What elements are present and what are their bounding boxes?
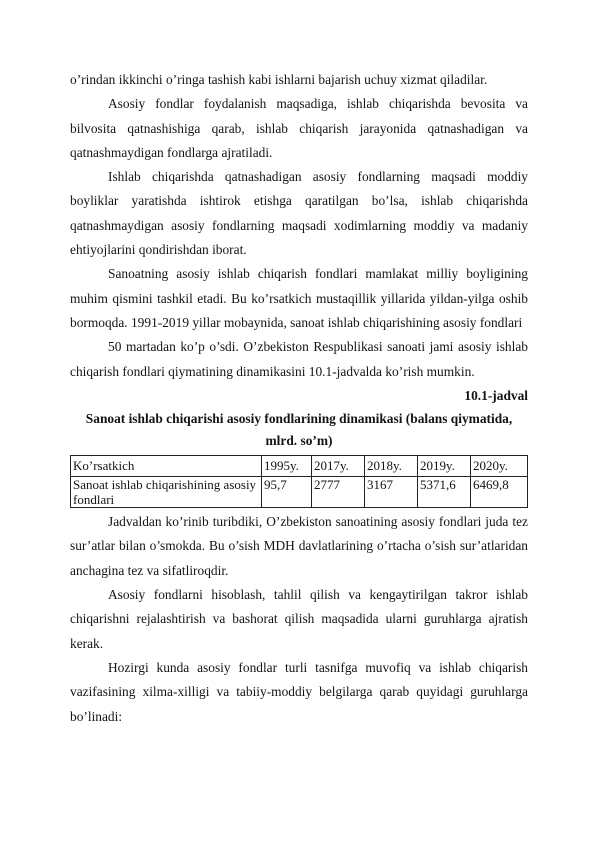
paragraph: o’rindan ikkinchi o’ringa tashish kabi ishlarni bajarish uchuy xizmat qiladilar. [70, 72, 488, 87]
table-header-cell: 1995y. [262, 456, 312, 477]
table-title: Sanoat ishlab chiqarishi asosiy fondlarining dinamikasi (balans qiymatida, mlrd. so’m) [85, 411, 513, 449]
paragraph: Hozirgi kunda asosiy fondlar turli tasnifga muvofiq va ishlab chiqarish vazifasining xilma-xilligi va tabiiy-moddiy belgilarga qarab quyidagi guruhlarga bo’linadi: [70, 659, 528, 724]
paragraph: Asosiy fondlar foydalanish maqsadiga, ishlab chiqarishda bevosita va bilvosita qatnashishiga qarab, ishlab chiqarish jarayonida qatnashadigan va qatnashmaydigan fondlarga ajratiladi. [70, 96, 528, 160]
table-cell: Sanoat ishlab chiqarishining asosiy fondlari [71, 477, 262, 508]
table-header-cell: Ko’rsatkich [71, 456, 262, 477]
table-header-row [71, 456, 528, 477]
table-header-cell: 2020y. [471, 456, 528, 477]
table-header-cell: 2017y. [312, 456, 365, 477]
table-header-cell: 2018y. [365, 456, 418, 477]
table-header-cell: 2019y. [418, 456, 471, 477]
table-cell: 95,7 [262, 477, 312, 508]
paragraph: Jadvaldan ko’rinib turibdiki, O’zbekiston sanoatining asosiy fondlari juda tez sur’atlar bilan o’smokda. Bu o’sish MDH davlatlarining o’rtacha o’sish sur’atlaridan anchagina tez va sifatliroqdir. [70, 514, 528, 578]
table-cell: 3167 [365, 477, 418, 508]
table-cell: 5371,6 [418, 477, 471, 508]
paragraph: Asosiy fondlarni hisoblash, tahlil qilish va kengaytirilgan takror ishlab chiqarishni rejalashtirish va bashorat qilish maqsadida ularni guruhlarga ajratish kerak. [70, 587, 528, 651]
table-row [71, 477, 528, 508]
paragraph: 50 martadan ko’p o’sdi. O’zbekiston Respublikasi sanoati jami asosiy ishlab chiqarish fondlari qiymatining dinamikasini 10.1-jadvalda ko’rish mumkin. [70, 339, 528, 379]
paragraph: Ishlab chiqarishda qatnashadigan asosiy fondlarning maqsadi moddiy boyliklar yaratishda ishtirok etishga qaratilgan bo’lsa, ishlab chiqarishda qatnashmaydigan asosiy fondlarning maqsadi xodimlarning moddiy va madaniy ehtiyojlarini qondirishdan iborat. [70, 169, 528, 258]
table-cell: 6469,8 [471, 477, 528, 508]
table-cell: 2777 [312, 477, 365, 508]
data-table [70, 455, 528, 508]
table-label: 10.1-jadval [464, 387, 528, 403]
document-page [70, 68, 528, 729]
paragraph: Sanoatning asosiy ishlab chiqarish fondlari mamlakat milliy boyligining muhim qismini tashkil etadi. Bu ko’rsatkich mustaqillik yillarida yildan-yilga oshib bormoqda. 1991-2019 yillar mobaynida, sanoat ishlab chiqarishining asosiy fondlari [70, 266, 528, 330]
